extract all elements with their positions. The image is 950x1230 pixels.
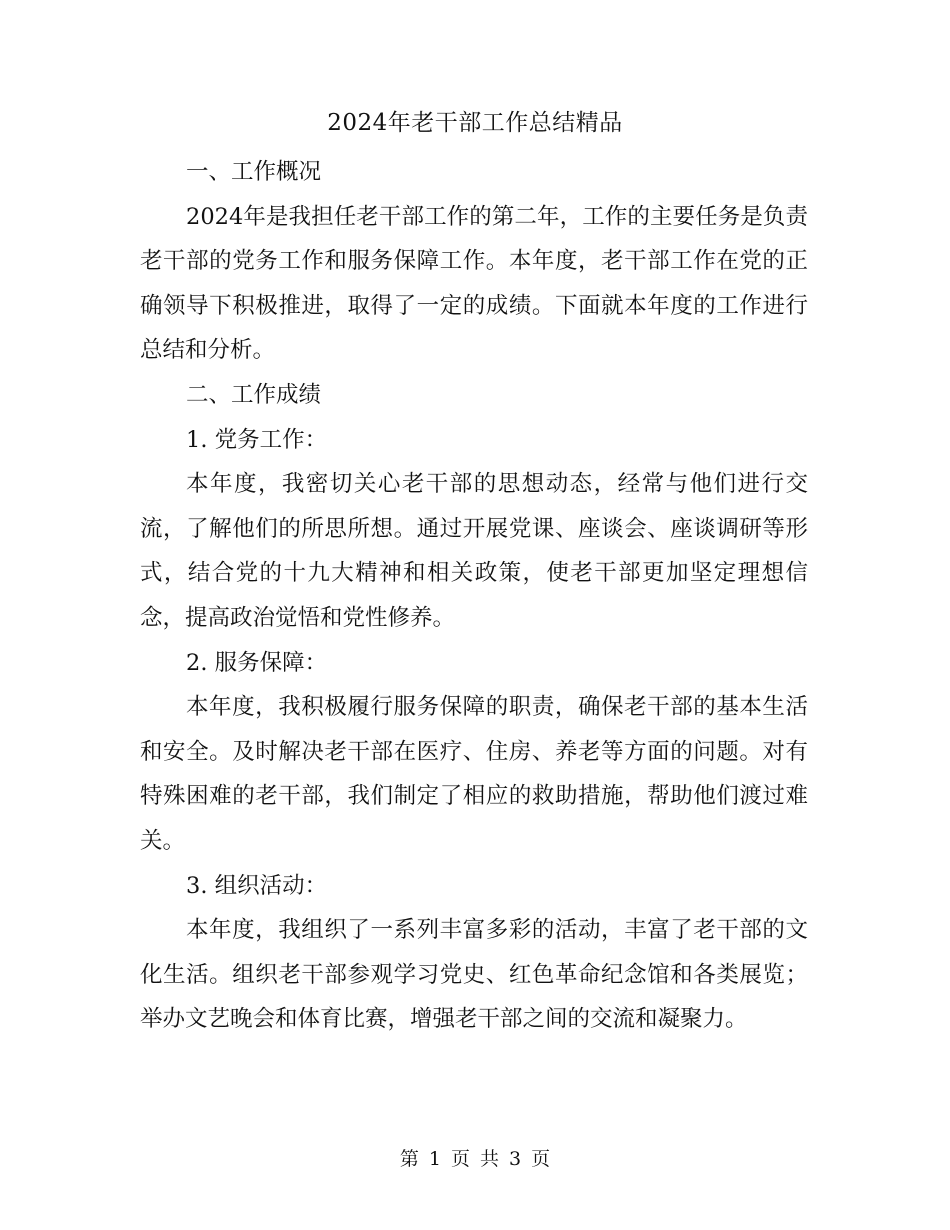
paragraph-service: 本年度，我积极履行服务保障的职责，确保老干部的基本生活和安全。及时解决老干部在医疗、住房、养老等方面的问题。对有特殊困难的老干部，我们制定了相应的救助措施，帮助他们渡过难关。 [140, 694, 808, 854]
section-heading-results: 二、工作成绩 [186, 381, 322, 408]
subheading-activities: 3. 组织活动： [186, 872, 328, 899]
subheading-party-work: 1. 党务工作： [186, 426, 328, 453]
document-body [140, 150, 808, 1042]
paragraph-overview: 2024年是我担任老干部工作的第二年，工作的主要任务是负责老干部的党务工作和服务保障工作。本年度，老干部工作在党的正确领导下积极推进，取得了一定的成绩。下面就本年度的工作进行总结和分析。 [140, 203, 808, 364]
paragraph-activities: 本年度，我组织了一系列丰富多彩的活动，丰富了老干部的文化生活。组织老干部参观学习党史、红色革命纪念馆和各类展览；举办文艺晚会和体育比赛，增强老干部之间的交流和凝聚力。 [140, 917, 808, 1033]
page-number-footer: 第 1 页 共 3 页 [399, 1148, 551, 1170]
subheading-service: 2. 服务保障： [186, 649, 328, 676]
section-heading-overview: 一、工作概况 [186, 159, 322, 185]
paragraph-party-work: 本年度，我密切关心老干部的思想动态，经常与他们进行交流，了解他们的所思所想。通过开展党课、座谈会、座谈调研等形式，结合党的十九大精神和相关政策，使老干部更加坚定理想信念，提高政治觉悟和党性修养。 [140, 471, 808, 631]
document-title: 2024年老干部工作总结精品 [327, 110, 623, 136]
